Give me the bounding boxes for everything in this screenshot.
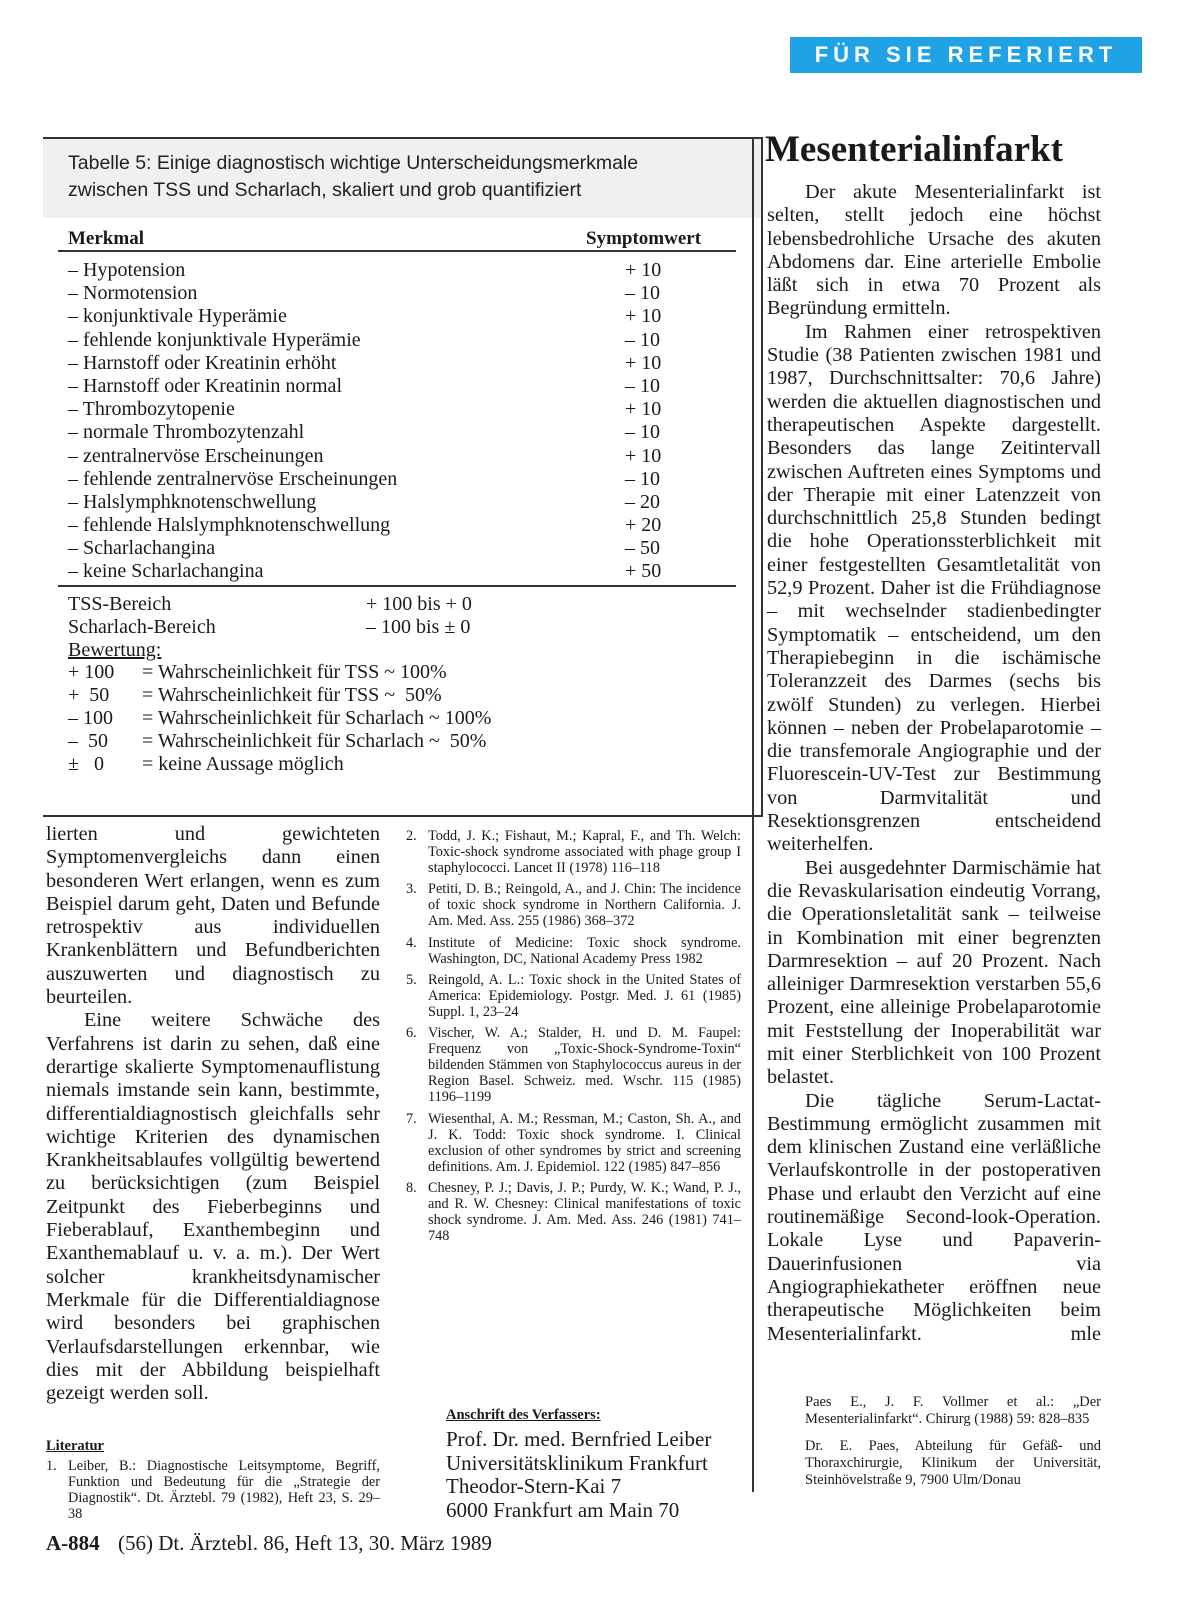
author-signature: mle bbox=[1070, 1322, 1101, 1345]
range-value: + 100 bis + 0 bbox=[366, 593, 472, 615]
author-address bbox=[446, 1428, 746, 1522]
row-feature: – fehlende Halslymphknotenschwellung bbox=[68, 514, 391, 537]
address-heading: Anschrift des Verfassers: bbox=[446, 1407, 601, 1423]
range-label: TSS-Bereich bbox=[68, 593, 172, 615]
table-header-value: Symptomwert bbox=[586, 228, 702, 249]
address-line: Universitätsklinikum Frankfurt bbox=[446, 1450, 708, 1475]
paragraph: Eine weitere Schwäche des Verfahrens ist darin zu sehen, daß eine derartige skalierte Symptomenauflistung niemals imstande sein kann, bestimmte, differentialdiagnostisch gleichfalls sehr wichtige Kriterien des dynamischen Krankheitsablaufes vollgültig bewertend zu berücksichtigen (zum Beispiel Zeitpunkt des Fieberbeginns und Fieberablauf, Exanthembeginn und Exanthemablauf u. v. a. m.). Der Wert solcher krankheitsdynamischer Merkmale für die Differentialdiagnose wird besonders bei graphischen Verlaufsdarstellungen erkennbar, wie dies mit der Abbildung beispielhaft gezeigt werden soll. bbox=[46, 1009, 380, 1405]
table-row bbox=[68, 329, 688, 352]
rating-text: = Wahrscheinlichkeit für TSS ~ 100% bbox=[142, 661, 447, 683]
row-value: + 10 bbox=[625, 398, 662, 421]
section-banner: FÜR SIE REFERIERT bbox=[790, 37, 1142, 73]
row-feature: – fehlende zentralnervöse Erscheinungen bbox=[68, 467, 398, 490]
row-feature: – zentralnervöse Erscheinungen bbox=[68, 444, 324, 467]
range-label: Scharlach-Bereich bbox=[68, 616, 216, 638]
table-header-rule bbox=[58, 250, 736, 252]
row-value: – 10 bbox=[625, 374, 660, 397]
rating-score: – 100 bbox=[68, 707, 113, 729]
table-row bbox=[68, 398, 688, 421]
rating-score: + 50 bbox=[68, 684, 110, 706]
paragraph: Im Rahmen einer retrospektiven Studie (38 Patienten zwischen 1981 und 1987, Durchschnittsalter: 70,6 Jahre) werden die aktuellen diagnostischen und therapeutischen Aspekte dargestellt. Besonders das lange Zeitintervall zwischen Auftreten eines Symptoms und der Therapie mit einer Latenzzeit von durchschnittlich 25,8 Stunden bedingt die hohe Operationssterblichkeit mit einer festgestellten Gesamtletalität von 52,9 Prozent. Daher ist die Frühdiagnose – mit wechselnder stadienbedingter Symptomatik – entscheidend, um den Therapiebeginn in die ischämische Toleranzzeit des Darmes (sechs bis zwölf Stunden) zu verlegen. Hierbei können – neben der Probelaparotomie – die transfemorale Angiographie und der Fluorescein-UV-Test zur Bestimmung von Darmvitalität und Resektionsgrenzen entscheidend weiterhelfen. bbox=[767, 320, 1101, 856]
row-feature: – Harnstoff oder Kreatinin normal bbox=[68, 374, 342, 397]
row-feature: – Thrombozytopenie bbox=[68, 398, 235, 421]
reference-list-middle bbox=[406, 828, 741, 1244]
table-row bbox=[68, 445, 688, 468]
reference-item: 5. Reingold, A. L.: Toxic shock in the United States of America: Epidemiology. Postgr. Med. J. 61 (1985) Suppl. 1, 23–24 bbox=[406, 971, 741, 1020]
row-value: – 10 bbox=[625, 421, 660, 444]
table-row bbox=[68, 514, 688, 537]
table-row bbox=[68, 560, 688, 583]
row-value: – 20 bbox=[625, 490, 660, 513]
table-row bbox=[68, 468, 688, 491]
table-row bbox=[68, 305, 688, 328]
row-feature: – Scharlachangina bbox=[68, 537, 216, 560]
row-feature: – Hypotension bbox=[68, 259, 186, 281]
paragraph: Bei ausgedehnter Darmischämie hat die Revaskularisation eindeutig Vorrang, die Operationsletalität sank – teilweise in Kombination mit einer begrenzten Darmresektion – auf 20 Prozent. Nach alleiniger Darmresektion verstarben 55,6 Prozent, eine alleinige Probelaparotomie mit Feststellung der Inoperabilität war mit einer Sterblichkeit von 100 Prozent belastet. bbox=[767, 856, 1101, 1089]
row-feature: – konjunktivale Hyperämie bbox=[68, 305, 287, 328]
row-value: + 20 bbox=[625, 514, 662, 537]
row-feature: – Normotension bbox=[68, 282, 198, 305]
column-divider bbox=[752, 137, 754, 1492]
table-row bbox=[68, 352, 688, 375]
issue-info: (56) Dt. Ärztebl. 86, Heft 13, 30. März 1989 bbox=[118, 1531, 492, 1555]
table-body-rule bbox=[58, 585, 736, 587]
table-row bbox=[68, 421, 688, 444]
rating-score: – 50 bbox=[68, 730, 108, 752]
table-title-line-1: Tabelle 5: Einige diagnostisch wichtige Unterscheidungsmerkmale bbox=[68, 152, 639, 174]
row-value: – 10 bbox=[625, 282, 660, 305]
reference-item: 4. Institute of Medicine: Toxic shock syndrome. Washington, DC, National Academy Press 1982 bbox=[406, 934, 741, 967]
address-line: 6000 Frankfurt am Main 70 bbox=[446, 1497, 680, 1522]
row-value: + 10 bbox=[625, 305, 662, 328]
row-value: + 50 bbox=[625, 560, 662, 583]
table-row bbox=[68, 282, 688, 305]
rating-label: Bewertung: bbox=[68, 639, 162, 661]
table-header-feature: Merkmal bbox=[68, 228, 144, 249]
row-value: + 10 bbox=[625, 444, 662, 467]
reference-item: 7. Wiesenthal, A. M.; Ressman, M.; Caston, Sh. A., and J. K. Todd: Toxic shock syndrome. I. Clinical exclusion of other syndromes by strict and screening definitions. Am. J. Epidemiol. 122 (1985) 847–856 bbox=[406, 1110, 741, 1175]
row-feature: – Harnstoff oder Kreatinin erhöht bbox=[68, 351, 337, 374]
right-column-text bbox=[767, 181, 1101, 1346]
table-row bbox=[68, 375, 688, 398]
row-value: + 10 bbox=[625, 351, 662, 374]
row-value: – 10 bbox=[625, 328, 660, 351]
left-column-text bbox=[46, 823, 380, 1405]
row-value: + 10 bbox=[625, 259, 662, 281]
contact-info: Dr. E. Paes, Abteilung für Gefäß- und Thoraxchirurgie, Klinikum der Universität, Steinhövelstraße 9, 7900 Ulm/Donau bbox=[805, 1438, 1101, 1488]
page-number: A-884 bbox=[46, 1531, 100, 1555]
address-line: Prof. Dr. med. Bernfried Leiber bbox=[446, 1427, 712, 1451]
reference-list-left bbox=[46, 1458, 380, 1522]
row-feature: – fehlende konjunktivale Hyperämie bbox=[68, 328, 361, 351]
table-row bbox=[68, 537, 688, 560]
paragraph: Die tägliche Serum-Lactat-Bestimmung ermöglicht zusammen mit dem klinischen Zustand eine verläßliche Verlaufskontrolle in der postoperativen Phase und erlaubt den Verzicht auf eine routinemäßige Second-look-Operation. Lokale Lyse und Papaverin-Dauerinfusionen via Angiographiekatheter eröffnen neue therapeutische Möglichkeiten beim Mesenterialinfarkt. mle bbox=[767, 1089, 1101, 1345]
table-title bbox=[43, 139, 761, 218]
reference-item: 8. Chesney, P. J.; Davis, J. P.; Purdy, W. K.; Wand, P. J., and R. W. Chesney: Clinical manifestations of toxic shock syndrome. J. Am. Med. Ass. 246 (1981) 741–748 bbox=[406, 1179, 741, 1245]
table-body bbox=[68, 259, 688, 584]
rating-text: = Wahrscheinlichkeit für TSS ~ 50% bbox=[142, 684, 442, 706]
reference-item: 2. Todd, J. K.; Fishaut, M.; Kapral, F., and Th. Welch: Toxic-shock syndrome associated with phage group I staphylococci. Lancet II (1978) 116–118 bbox=[406, 828, 741, 877]
row-feature: – Halslymphknotenschwellung bbox=[68, 490, 317, 513]
row-feature: – normale Thrombozytenzahl bbox=[68, 421, 305, 444]
table-row bbox=[68, 491, 688, 514]
rating-text: = Wahrscheinlichkeit für Scharlach ~ 50% bbox=[142, 730, 487, 752]
reference-item: 1. Leiber, B.: Diagnostische Leitsymptome, Begriff, Funktion und Bedeutung für die „Strategie der Diagnostik“. Dt. Ärztebl. 79 (1982), Heft 23, S. 29–38 bbox=[46, 1458, 380, 1523]
table-title-line-2: zwischen TSS und Scharlach, skaliert und grob quantifiziert bbox=[68, 179, 582, 201]
reference-item: 3. Petiti, D. B.; Reingold, A., and J. Chin: The incidence of toxic shock syndrome in Northern California. J. Am. Med. Ass. 255 (1986) 368–372 bbox=[406, 881, 741, 930]
paragraph: Der akute Mesenterialinfarkt ist selten, stellt jedoch eine höchst lebensbedrohliche Ursache des akuten Abdomens dar. Eine arterielle Embolie läßt sich in etwa 70 Prozent als Begründung ermitteln. bbox=[767, 181, 1101, 320]
range-value: – 100 bis ± 0 bbox=[366, 616, 471, 638]
address-line: Theodor-Stern-Kai 7 bbox=[446, 1474, 622, 1498]
rating-score: + 100 bbox=[68, 661, 115, 683]
article-headline: Mesenterialinfarkt bbox=[765, 129, 1063, 170]
rating-text: = Wahrscheinlichkeit für Scharlach ~ 100% bbox=[142, 707, 492, 729]
source-citation: Paes E., J. F. Vollmer et al.: „Der Mesenterialinfarkt“. Chirurg (1988) 59: 828–835 bbox=[805, 1394, 1101, 1427]
rating-text: = keine Aussage möglich bbox=[142, 753, 344, 775]
rating-score: ± 0 bbox=[68, 753, 104, 775]
row-value: – 10 bbox=[625, 467, 660, 490]
table-row bbox=[68, 259, 688, 282]
reference-item: 6. Vischer, W. A.; Stalder, H. und D. M. Faupel: Frequenz von „Toxic-Shock-Syndrome-Toxin“ bildenden Stämmen von Staphylococcus aureus in der Region Basel. Schweiz. med. Wschr. 115 (1985) 1196–1199 bbox=[406, 1025, 741, 1106]
paragraph: lierten und gewichteten Symptomenvergleichs dann einen besonderen Wert erlangen, wenn es zum Beispiel darum geht, Daten und Befunde retrospektiv aus individuellen Krankenblättern und Befundberichten auszuwerten und diagnostisch zu beurteilen. bbox=[46, 823, 380, 1009]
row-value: – 50 bbox=[625, 537, 660, 560]
literature-heading: Literatur bbox=[46, 1438, 104, 1454]
row-feature: – keine Scharlachangina bbox=[68, 560, 264, 583]
